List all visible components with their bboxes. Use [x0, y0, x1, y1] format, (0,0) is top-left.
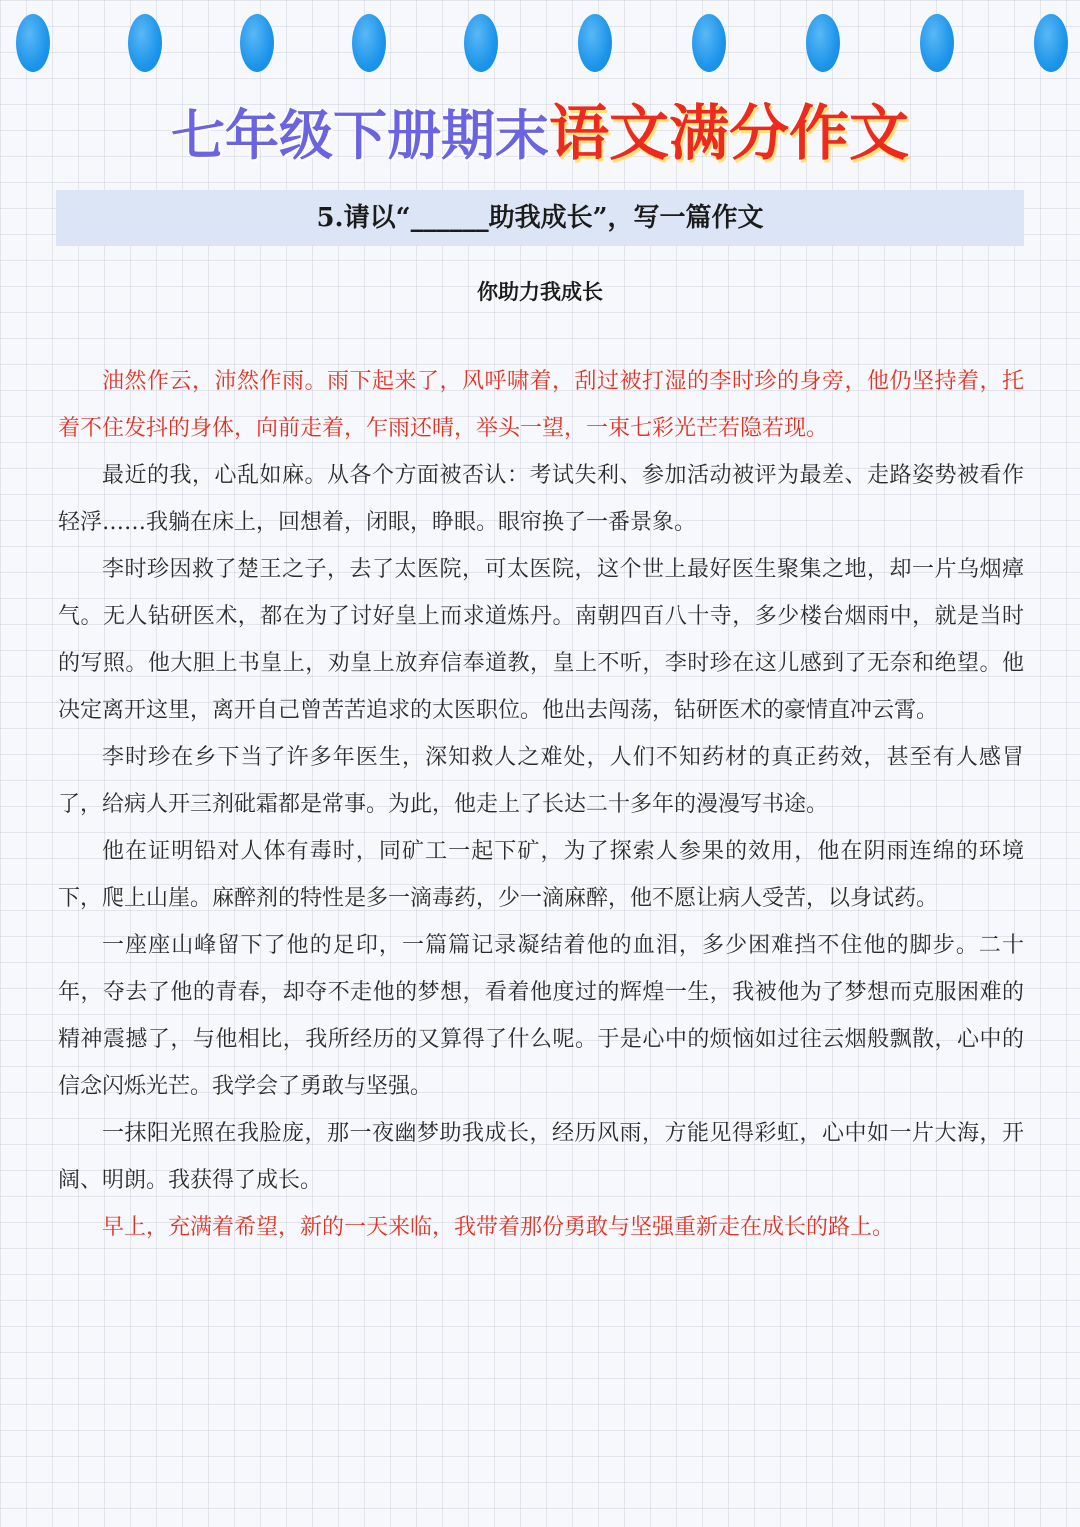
- binder-hole: [920, 14, 954, 72]
- essay-paragraph: 他在证明铅对人体有毒时，同矿工一起下矿，为了探索人参果的效用，他在阴雨连绵的环境下，爬上山崖。麻醉剂的特性是多一滴毒药，少一滴麻醉，他不愿让病人受苦，以身试药。: [58, 839, 1024, 911]
- page-title: [0, 96, 1080, 174]
- page-title-part2: 语文满分作文: [549, 99, 909, 169]
- binder-hole: [806, 14, 840, 72]
- binder-hole: [1034, 14, 1068, 72]
- essay-title: 你助力我成长: [477, 279, 603, 304]
- binder-hole: [128, 14, 162, 72]
- binder-hole: [692, 14, 726, 72]
- essay-paragraph-closing: 早上，充满着希望，新的一天来临，我带着那份勇敢与坚强重新走在成长的路上。: [102, 1215, 895, 1240]
- binder-hole: [578, 14, 612, 72]
- essay-paragraph: 最近的我，心乱如麻。从各个方面被否认：考试失利、参加活动被评为最差、走路姿势被看作轻浮……我躺在床上，回想着，闭眼，睁眼。眼帘换了一番景象。: [58, 463, 1024, 535]
- essay-paragraph: 李时珍在乡下当了许多年医生，深知救人之难处，人们不知药材的真正药效，甚至有人感冒了，给病人开三剂砒霜都是常事。为此，他走上了长达二十多年的漫漫写书途。: [58, 745, 1024, 817]
- essay-paragraph-opening: 油然作云，沛然作雨。雨下起来了，风呼啸着，刮过被打湿的李时珍的身旁，他仍坚持着，托着不住发抖的身体，向前走着，乍雨还晴，举头一望，一束七彩光芒若隐若现。: [58, 369, 1024, 441]
- essay-paragraph: 一座座山峰留下了他的足印，一篇篇记录凝结着他的血泪，多少困难挡不住他的脚步。二十年，夺去了他的青春，却夺不走他的梦想，看着他度过的辉煌一生，我被他为了梦想而克服困难的精神震撼了，与他相比，我所经历的又算得了什么呢。于是心中的烦恼如过往云烟般飘散，心中的信念闪烁光芒。我学会了勇敢与坚强。: [58, 933, 1024, 1099]
- essay-body: [58, 358, 1024, 1251]
- essay-paragraph: 一抹阳光照在我脸庞，那一夜幽梦助我成长，经历风雨，方能见得彩虹，心中如一片大海，开阔、明朗。我获得了成长。: [58, 1121, 1024, 1193]
- binder-holes: [0, 14, 1080, 74]
- essay-paragraph: 李时珍因救了楚王之子，去了太医院，可太医院，这个世上最好医生聚集之地，却一片乌烟瘴气。无人钻研医术，都在为了讨好皇上而求道炼丹。南朝四百八十寺，多少楼台烟雨中，就是当时的写照。他大胆上书皇上，劝皇上放弃信奉道教，皇上不听，李时珍在这儿感到了无奈和绝望。他决定离开这里，离开自己曾苦苦追求的太医职位。他出去闯荡，钻研医术的豪情直冲云霄。: [58, 557, 1024, 723]
- prompt-text: 5.请以“______助我成长”，写一篇作文: [316, 203, 764, 233]
- binder-hole: [352, 14, 386, 72]
- binder-hole: [464, 14, 498, 72]
- prompt-banner: [56, 190, 1024, 246]
- page-title-part1: 七年级下册期末: [171, 104, 549, 167]
- binder-hole: [240, 14, 274, 72]
- binder-hole: [16, 14, 50, 72]
